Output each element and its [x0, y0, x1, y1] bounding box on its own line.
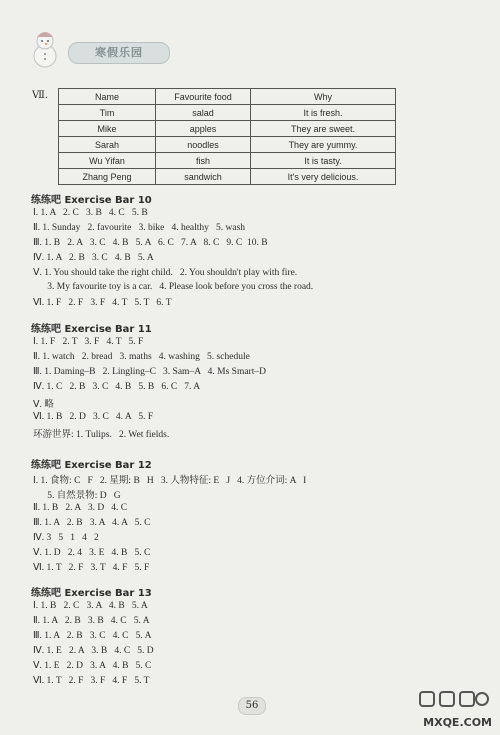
answer-line: Ⅰ. 1. F 2. T 3. F 4. T 5. F [33, 337, 144, 347]
table-cell: It is tasty. [251, 153, 396, 169]
table-cell: It is fresh. [251, 105, 396, 121]
answer-line: 3. My favourite toy is a car. 4. Please look before you cross the road. [33, 282, 314, 292]
answer-line: Ⅰ. 1. B 2. C 3. A 4. B 5. A [33, 601, 148, 611]
table-row [59, 105, 396, 121]
table-cell: noodles [156, 137, 251, 153]
table-cell: They are yummy. [251, 137, 396, 153]
answer-line: Ⅲ. 1. A 2. B 3. C 4. C 5. A [33, 631, 152, 641]
bar10-title: 练练吧 Exercise Bar 10 [31, 195, 152, 206]
page-number: 56 [238, 697, 266, 715]
snowman-icon [28, 28, 62, 68]
table-cell: Sarah [59, 137, 156, 153]
table-cell: fish [156, 153, 251, 169]
table-cell: Tim [59, 105, 156, 121]
table-row [59, 137, 396, 153]
table-header-cell: Favourite food [156, 89, 251, 105]
answer-line: 环游世界: 1. Tulips. 2. Wet fields. [33, 430, 170, 440]
table-cell: Wu Yifan [59, 153, 156, 169]
answer-line: Ⅰ. 1. A 2. C 3. B 4. C 5. B [33, 208, 148, 218]
header-banner: 寒假乐园 [68, 42, 170, 64]
table-cell: It's very delicious. [251, 169, 396, 185]
section-numeral: Ⅶ. [32, 90, 49, 101]
answer-line: Ⅱ. 1. Sunday 2. favourite 3. bike 4. healthy 5. wash [33, 223, 246, 233]
answer-line: Ⅲ. 1. A 2. B 3. A 4. A 5. C [33, 518, 151, 528]
answer-line: Ⅴ. 略 [33, 400, 54, 410]
table-cell: They are sweet. [251, 121, 396, 137]
table-header-row [59, 89, 396, 105]
table-row [59, 169, 396, 185]
table-cell: Mike [59, 121, 156, 137]
answer-line: Ⅴ. 1. D 2. 4 3. E 4. B 5. C [33, 548, 151, 558]
answer-line: Ⅳ. 3 5 1 4 2 [33, 533, 99, 543]
answer-line: Ⅱ. 1. watch 2. bread 3. maths 4. washing 5. schedule [33, 352, 250, 362]
answer-line: Ⅱ. 1. A 2. B 3. B 4. C 5. A [33, 616, 150, 626]
favourite-food-table [58, 88, 396, 185]
bar12-title: 练练吧 Exercise Bar 12 [31, 460, 152, 471]
page-header [16, 22, 176, 72]
table-cell: apples [156, 121, 251, 137]
answer-line: Ⅵ. 1. F 2. F 3. F 4. T 5. T 6. T [33, 298, 172, 308]
answer-line: Ⅱ. 1. B 2. A 3. D 4. C [33, 503, 128, 513]
bar13-title: 练练吧 Exercise Bar 13 [31, 588, 152, 599]
answer-line: Ⅰ. 1. 食物: C F 2. 星期: B H 3. 人物特征: E J 4. 方位介词: A I [33, 476, 307, 486]
answer-line: Ⅵ. 1. T 2. F 3. T 4. F 5. F [33, 563, 150, 573]
answer-line: Ⅳ. 1. A 2. B 3. C 4. B 5. A [33, 253, 154, 263]
table-header-cell: Name [59, 89, 156, 105]
answer-line: Ⅵ. 1. B 2. D 3. C 4. A 5. F [33, 412, 154, 422]
answer-line: 5. 自然景物: D G [33, 491, 121, 501]
answer-line: Ⅲ. 1. B 2. A 3. C 4. B 5. A 6. C 7. A 8. C 9. C 10. B [33, 238, 268, 248]
answer-line: Ⅴ. 1. You should take the right child. 2. You shouldn't play with fire. [33, 268, 298, 278]
answer-line: Ⅴ. 1. E 2. D 3. A 4. B 5. C [33, 661, 152, 671]
watermark-text: MXQE.COM [423, 716, 492, 729]
table-header-cell: Why [251, 89, 396, 105]
answer-line: Ⅳ. 1. E 2. A 3. B 4. C 5. D [33, 646, 154, 656]
table-cell: salad [156, 105, 251, 121]
table-row [59, 121, 396, 137]
table-cell: Zhang Peng [59, 169, 156, 185]
answer-line: Ⅲ. 1. Daming–B 2. Lingling–C 3. Sam–A 4. Ms Smart–D [33, 367, 266, 377]
bar11-title: 练练吧 Exercise Bar 11 [31, 324, 152, 335]
answer-line: Ⅳ. 1. C 2. B 3. C 4. B 5. B 6. C 7. A [33, 382, 201, 392]
table-cell: sandwich [156, 169, 251, 185]
table-row [59, 153, 396, 169]
answer-line: Ⅵ. 1. T 2. F 3. F 4. F 5. T [33, 676, 150, 686]
